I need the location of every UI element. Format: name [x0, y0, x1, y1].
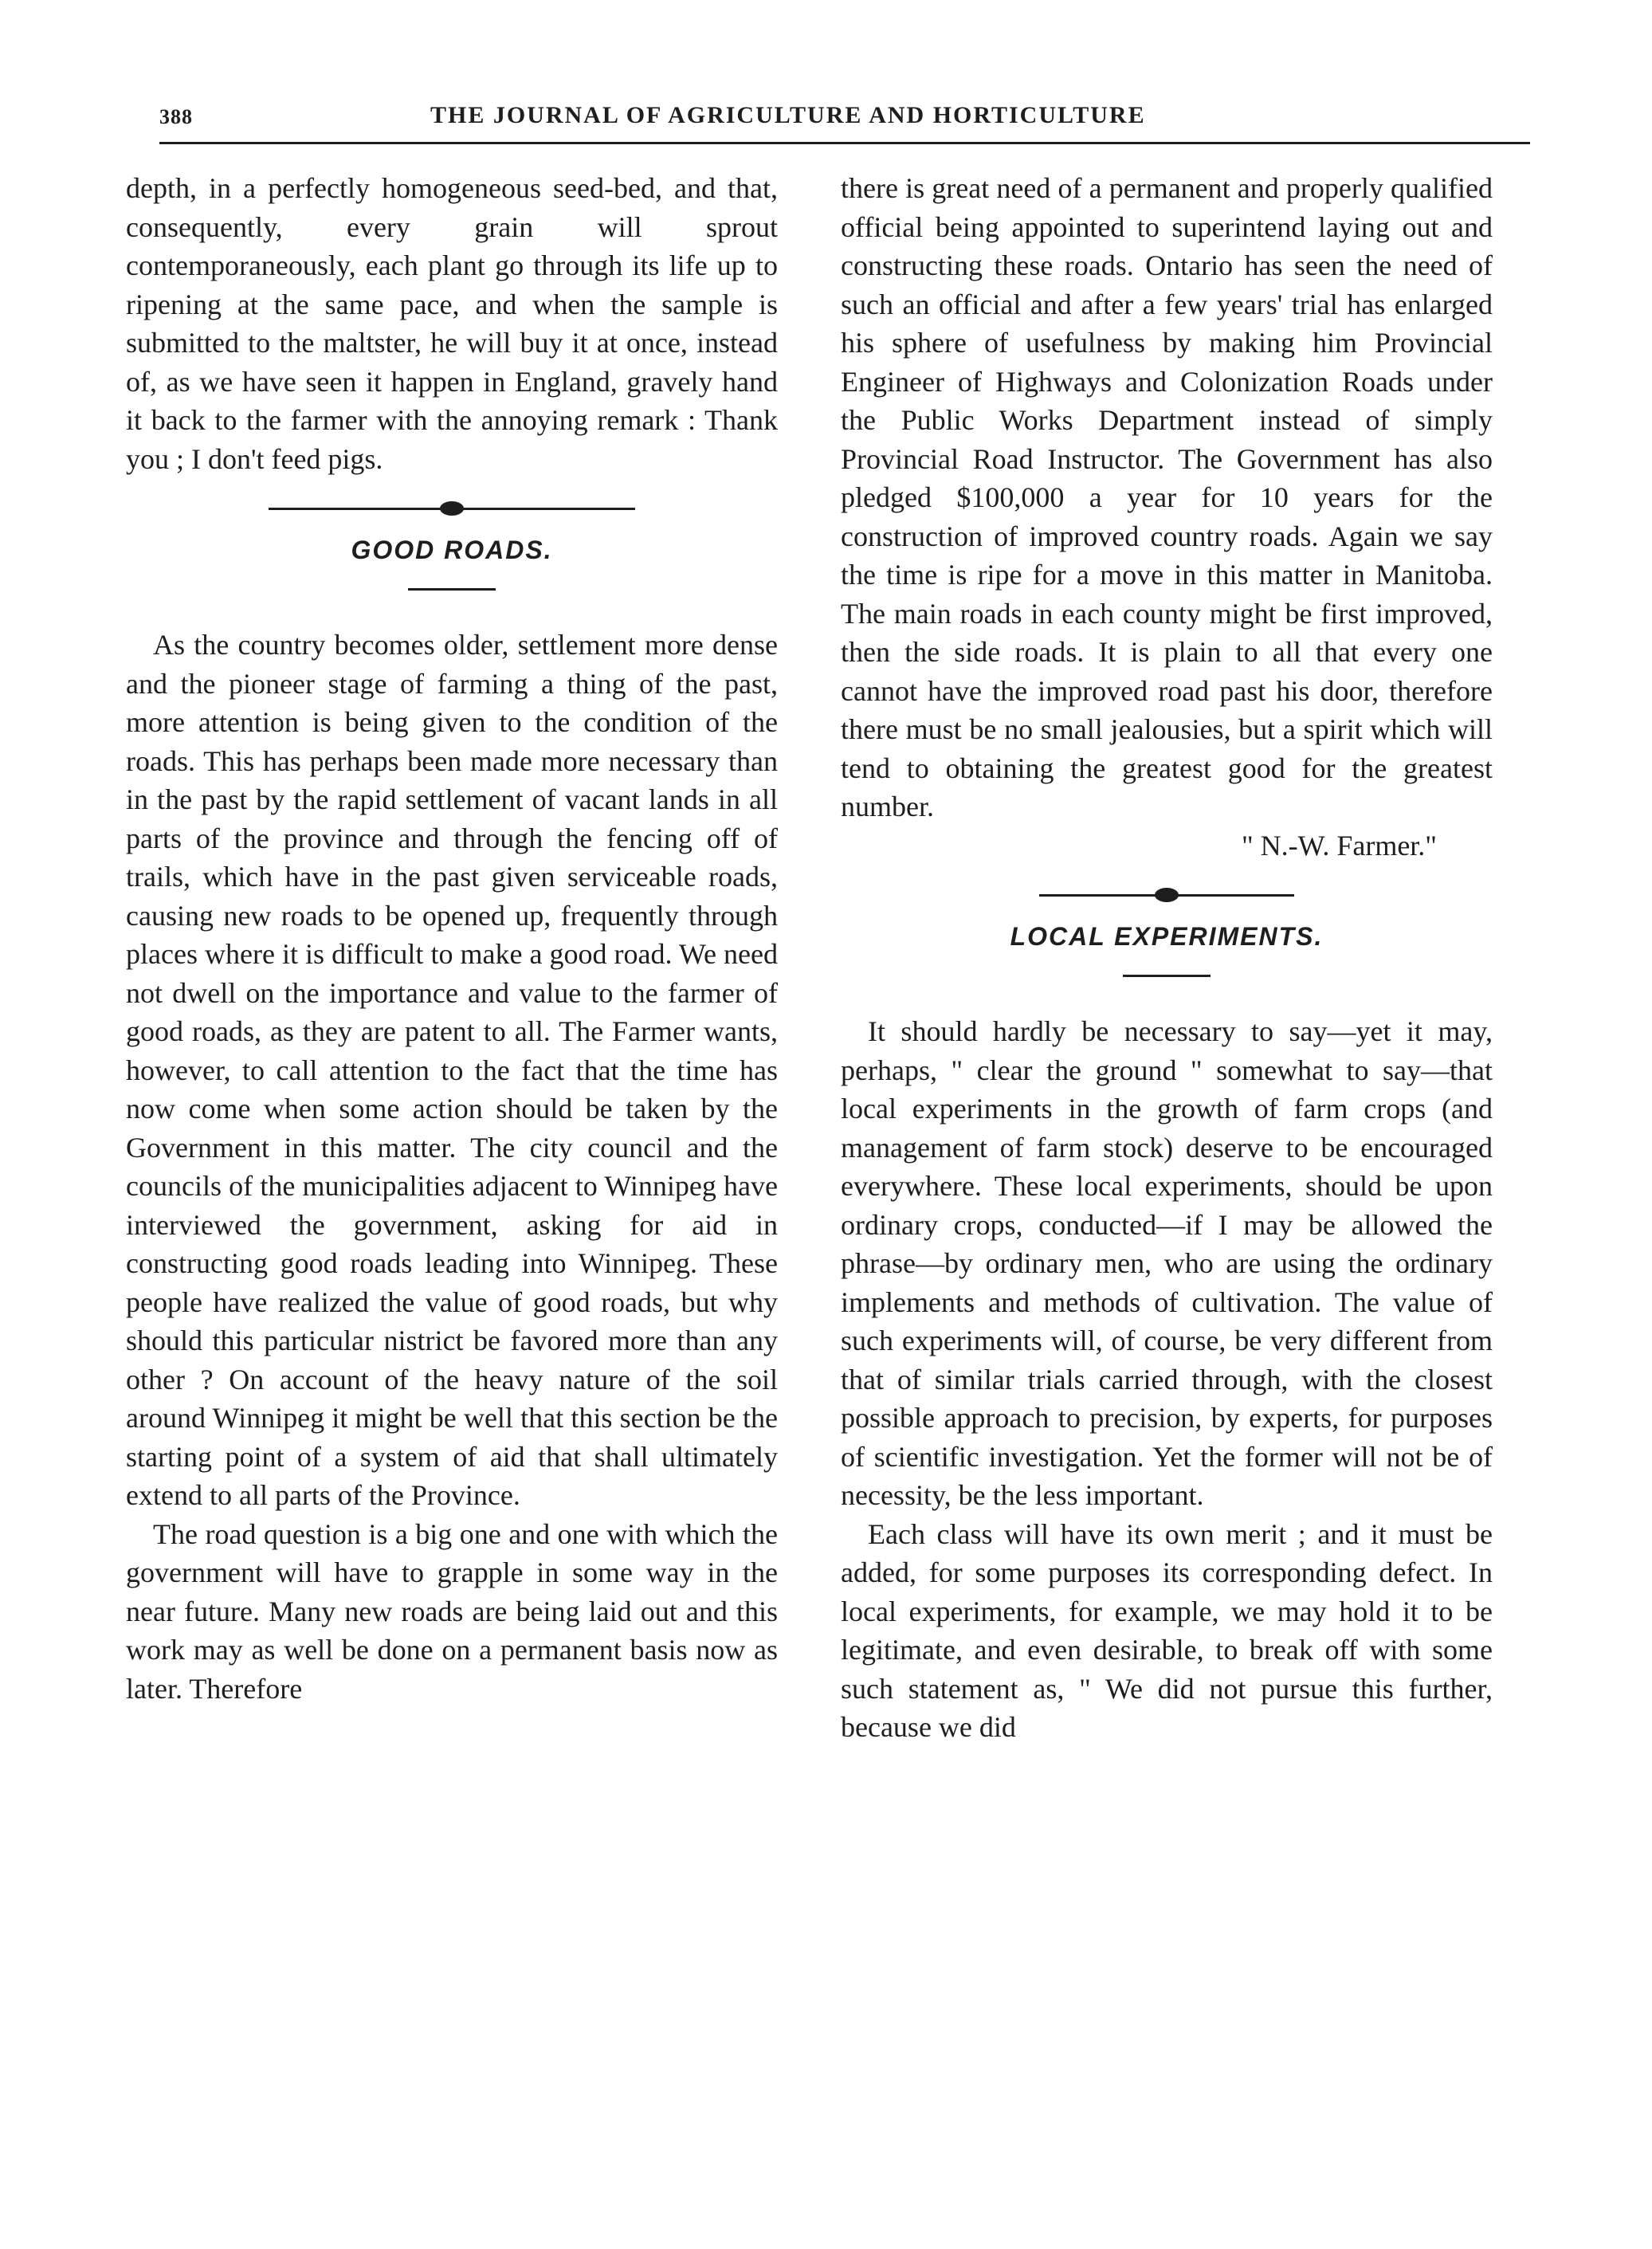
running-title: THE JOURNAL OF AGRICULTURE AND HORTICULTURE: [430, 102, 1146, 128]
header-rule: [159, 142, 1530, 144]
page-number: 388: [159, 105, 193, 128]
title-rule: [1123, 975, 1211, 977]
continued-paragraph: there is great need of a permanent and properly qualified official being appointed to superintend laying out and constructing these roads. Ontario has seen the need of such an official and after a few years' trial has enlarged his sphere of usefulness by making him Provincial Engineer of Highways and Colonization Roads under the Public Works Department instead of simply Provincial Road Instructor. The Government has also pledged $100,000 a year for 10 years for the construction of improved country roads. Again we say the time is ripe for a move in this matter in Manitoba. The main roads in each county might be first improved, then the side roads. It is plain to all that every one cannot have the improved road past his door, therefore there must be no small jealousies, but a spirit which will tend to obtaining the greatest good for the greatest number.: [841, 172, 1493, 822]
paragraph: The road question is a big one and one with which the government will have to grapple in some way in the near future. Many new roads are being laid out and this work may as well be done on a permanent basis now as later. Therefore: [126, 1517, 778, 1705]
section-title-good-roads: GOOD ROADS.: [351, 536, 553, 564]
title-rule: [408, 588, 496, 591]
ornament-divider: [841, 885, 1493, 905]
continued-paragraph: depth, in a perfectly homogeneous seed-bed, and that, consequently, every grain will sprout contemporaneously, each plant go through its life up to ripening at the same pace, and when the sample is submitted to the maltster, he will buy it at once, instead of, as we have seen it happen in England, gravely hand it back to the farmer with the annoying remark : Thank you ; I don't feed pigs.: [126, 172, 778, 475]
right-column: [841, 169, 1493, 1747]
signature: " N.-W. Farmer.": [1241, 829, 1437, 862]
ornament-diamond-icon: [1155, 888, 1179, 902]
ornament-diamond-icon: [440, 501, 464, 516]
ornament-divider: [126, 499, 778, 518]
left-column: [126, 169, 778, 1708]
paragraph: Each class will have its own merit ; and it must be added, for some purposes its corresponding defect. In local experiments, for example, we may hold it to be legitimate, and even desirable, to break off with some such statement as, " We did not pursue this further, because we did: [841, 1517, 1493, 1743]
paragraph: As the country becomes older, settlement more dense and the pioneer stage of farming a thing of the past, more attention is being given to the condition of the roads. This has perhaps been made more necessary than in the past by the rapid settlement of vacant lands in all parts of the province and through the fencing off of trails, which have in the past given serviceable roads, causing new roads to be opened up, frequently through places where it is difficult to make a good road. We need not dwell on the importance and value to the farmer of good roads, as they are patent to all. The Farmer wants, however, to call attention to the fact that the time has now come when some action should be taken by the Government in this matter. The city council and the councils of the municipalities adjacent to Winnipeg have interviewed the government, asking for aid in constructing good roads leading into Winnipeg. These people have realized the value of good roads, but why should this particular nistrict be favored more than any other ? On account of the heavy nature of the soil around Winnipeg it might be well that this section be the starting point of a system of aid that shall ultimately extend to all parts of the Province.: [126, 629, 778, 1511]
section-title-local-experiments: LOCAL EXPERIMENTS.: [1010, 922, 1324, 951]
paragraph: It should hardly be necessary to say—yet it may, perhaps, " clear the ground " somewhat to say—that local experiments in the growth of farm crops (and management of farm stock) deserve to be encouraged everywhere. These local experiments, should be upon ordinary crops, conducted—if I may be allowed the phrase—by ordinary men, who are using the ordinary implements and methods of cultivation. The value of such experiments will, of course, be very different from that of similar trials carried through, with the closest possible approach to precision, by experts, for purposes of scientific investigation. Yet the former will not be of necessity, be the less important.: [841, 1015, 1493, 1511]
